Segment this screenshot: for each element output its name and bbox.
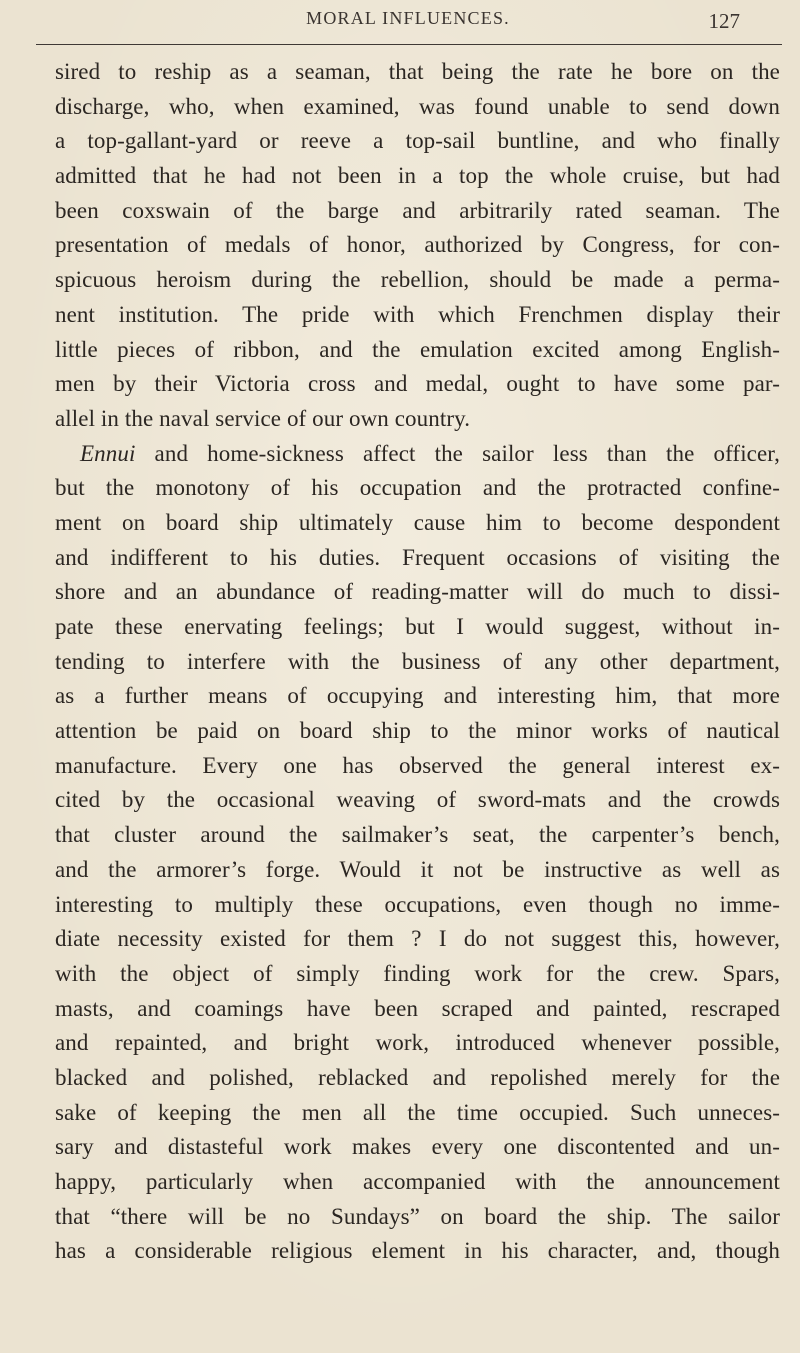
text-line: ment on board ship ultimately cause him to become despondent bbox=[55, 509, 780, 535]
text-run: and home-sickness affect the sailor less than the officer, bbox=[135, 440, 780, 466]
running-title: MORAL INFLUENCES. bbox=[306, 8, 510, 28]
text-line-paragraph-start bbox=[55, 437, 780, 472]
text-line: and the armorer’s forge. Would it not be instructive as well as bbox=[55, 856, 780, 882]
text-line: a top-gallant-yard or reeve a top-sail buntline, and who finally bbox=[55, 128, 780, 154]
text-line-paragraph-end: allel in the naval service of our own country. bbox=[55, 405, 471, 431]
text-line: tending to interfere with the business of any other department, bbox=[55, 648, 780, 674]
page-number: 127 bbox=[708, 9, 740, 33]
text-line: discharge, who, when examined, was found unable to send down bbox=[55, 93, 780, 119]
text-line: that “there will be no Sundays” on board the ship. The sailor bbox=[55, 1203, 780, 1229]
text-line: and repainted, and bright work, introduced whenever possible, bbox=[55, 1030, 780, 1056]
text-line: diate necessity existed for them ? I do not suggest this, however, bbox=[55, 926, 780, 952]
text-line: sired to reship as a seaman, that being the rate he bore on the bbox=[55, 59, 780, 84]
italic-word: Ennui bbox=[80, 440, 136, 466]
body-text bbox=[55, 55, 780, 1269]
text-line: but the monotony of his occupation and the protracted confine- bbox=[55, 475, 780, 501]
text-line: shore and an abundance of reading-matter will do much to dissi- bbox=[55, 579, 780, 605]
text-line: men by their Victoria cross and medal, ought to have some par- bbox=[55, 371, 780, 397]
text-line: admitted that he had not been in a top the whole cruise, but had bbox=[55, 163, 780, 189]
header-rule bbox=[36, 44, 782, 45]
text-line: interesting to multiply these occupations, even though no imme- bbox=[55, 891, 780, 917]
text-line: blacked and polished, reblacked and repolished merely for the bbox=[55, 1064, 780, 1090]
text-line: masts, and coamings have been scraped and painted, rescraped bbox=[55, 995, 780, 1021]
text-line: with the object of simply finding work for the crew. Spars, bbox=[55, 960, 780, 986]
text-line: spicuous heroism during the rebellion, should be made a perma- bbox=[55, 267, 780, 293]
text-line: pate these enervating feelings; but I would suggest, without in- bbox=[55, 614, 780, 639]
text-line: as a further means of occupying and interesting him, that more bbox=[55, 683, 780, 709]
text-line: that cluster around the sailmaker’s seat, the carpenter’s bench, bbox=[55, 822, 780, 848]
text-line: and indifferent to his duties. Frequent occasions of visiting the bbox=[55, 544, 780, 570]
text-line: little pieces of ribbon, and the emulation excited among English- bbox=[55, 336, 780, 362]
text-line: attention be paid on board ship to the minor works of nautical bbox=[55, 718, 780, 744]
text-line: presentation of medals of honor, authorized by Congress, for con- bbox=[55, 232, 780, 258]
text-line: been coxswain of the barge and arbitrarily rated seaman. The bbox=[55, 197, 780, 223]
running-head bbox=[58, 6, 778, 40]
text-line: sake of keeping the men all the time occupied. Such unneces- bbox=[55, 1099, 780, 1125]
text-line: sary and distasteful work makes every one discontented and un- bbox=[55, 1134, 780, 1160]
text-line: nent institution. The pride with which Frenchmen display their bbox=[55, 301, 780, 327]
text-line: cited by the occasional weaving of sword-mats and the crowds bbox=[55, 787, 780, 813]
text-line: has a considerable religious element in his character, and, though bbox=[55, 1238, 780, 1264]
text-line: happy, particularly when accompanied with the announcement bbox=[55, 1169, 780, 1194]
text-line: manufacture. Every one has observed the general interest ex- bbox=[55, 752, 780, 778]
